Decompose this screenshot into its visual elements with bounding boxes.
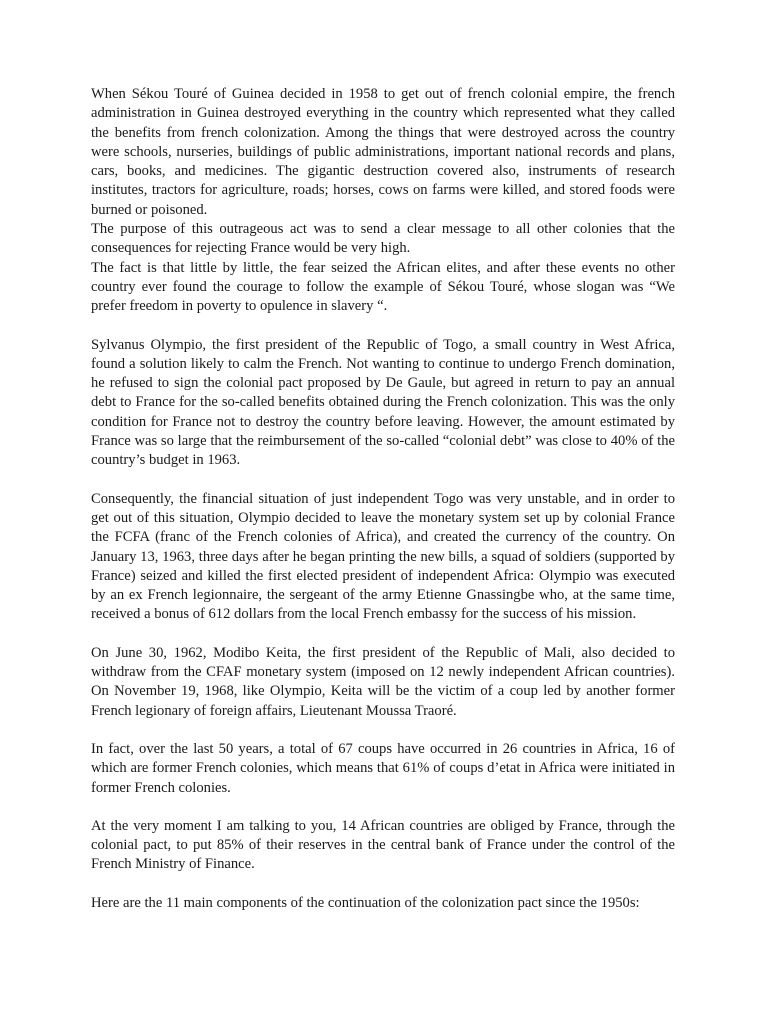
paragraph-keita: On June 30, 1962, Modibo Keita, the first president of the Republic of Mali, also decided to withdraw from the CFAF monetary system (imposed on 12 newly independent African countries). On November 19, 1968, like Olympio, Keita will be the victim of a coup led by another former French legionary of foreign affairs, Lieutenant Moussa Traoré. (91, 644, 675, 719)
paragraph-guinea: When Sékou Touré of Guinea decided in 1958 to get out of french colonial empire, the french administration in Guinea destroyed everything in the country which represented what they called the benefits from french colonization. Among the things that were destroyed across the country were schools, nurseries, buildings of public administrations, important national records and plans, cars, books, and medicines. The gigantic destruction covered also, instruments of research institutes, tractors for agriculture, roads; horses, cows on farms were killed, and stored foods were burned or poisoned. (91, 86, 675, 218)
document-body (91, 85, 675, 913)
paragraph-fear: The fact is that little by little, the fear seized the African elites, and after these events no other country ever found the courage to follow the example of Sékou Touré, whose slogan was “We prefer freedom in poverty to opulence in slavery “. (91, 259, 675, 315)
paragraph-purpose: The purpose of this outrageous act was to send a clear message to all other colonies that the consequences for rejecting France would be very high. (91, 221, 675, 257)
paragraph-reserves: At the very moment I am talking to you, 14 African countries are obliged by France, through the colonial pact, to put 85% of their reserves in the central bank of France under the control of the French Ministry of Finance. (91, 817, 675, 873)
paragraph-togo-currency: Consequently, the financial situation of just independent Togo was very unstable, and in order to get out of this situation, Olympio decided to leave the monetary system set up by colonial France the FCFA (franc of the French colonies of Africa), and created the currency of the country. On January 13, 1963, three days after he began printing the new bills, a squad of soldiers (supported by France) seized and killed the first elected president of independent Africa: Olympio was executed by an ex French legionnaire, the sergeant of the army Etienne Gnassingbe who, at the same time, received a bonus of 612 dollars from the local French embassy for the success of his mission. (91, 490, 675, 623)
paragraph-olympio: Sylvanus Olympio, the first president of the Republic of Togo, a small country in West Africa, found a solution likely to calm the French. Not wanting to continue to undergo French domination, he refused to sign the colonial pact proposed by De Gaule, but agreed in return to pay an annual debt to France for the so-called benefits obtained during the French colonization. This was the only condition for France not to destroy the country before leaving. However, the amount estimated by France was so large that the reimbursement of the so-called “colonial debt” was close to 40% of the country’s budget in 1963. (91, 336, 675, 469)
paragraph-coups: In fact, over the last 50 years, a total of 67 coups have occurred in 26 countries in Africa, 16 of which are former French colonies, which means that 61% of coups d’etat in Africa were initiated in former French colonies. (91, 740, 675, 796)
paragraph-components-intro: Here are the 11 main components of the continuation of the colonization pact since the 1950s: (91, 894, 640, 911)
